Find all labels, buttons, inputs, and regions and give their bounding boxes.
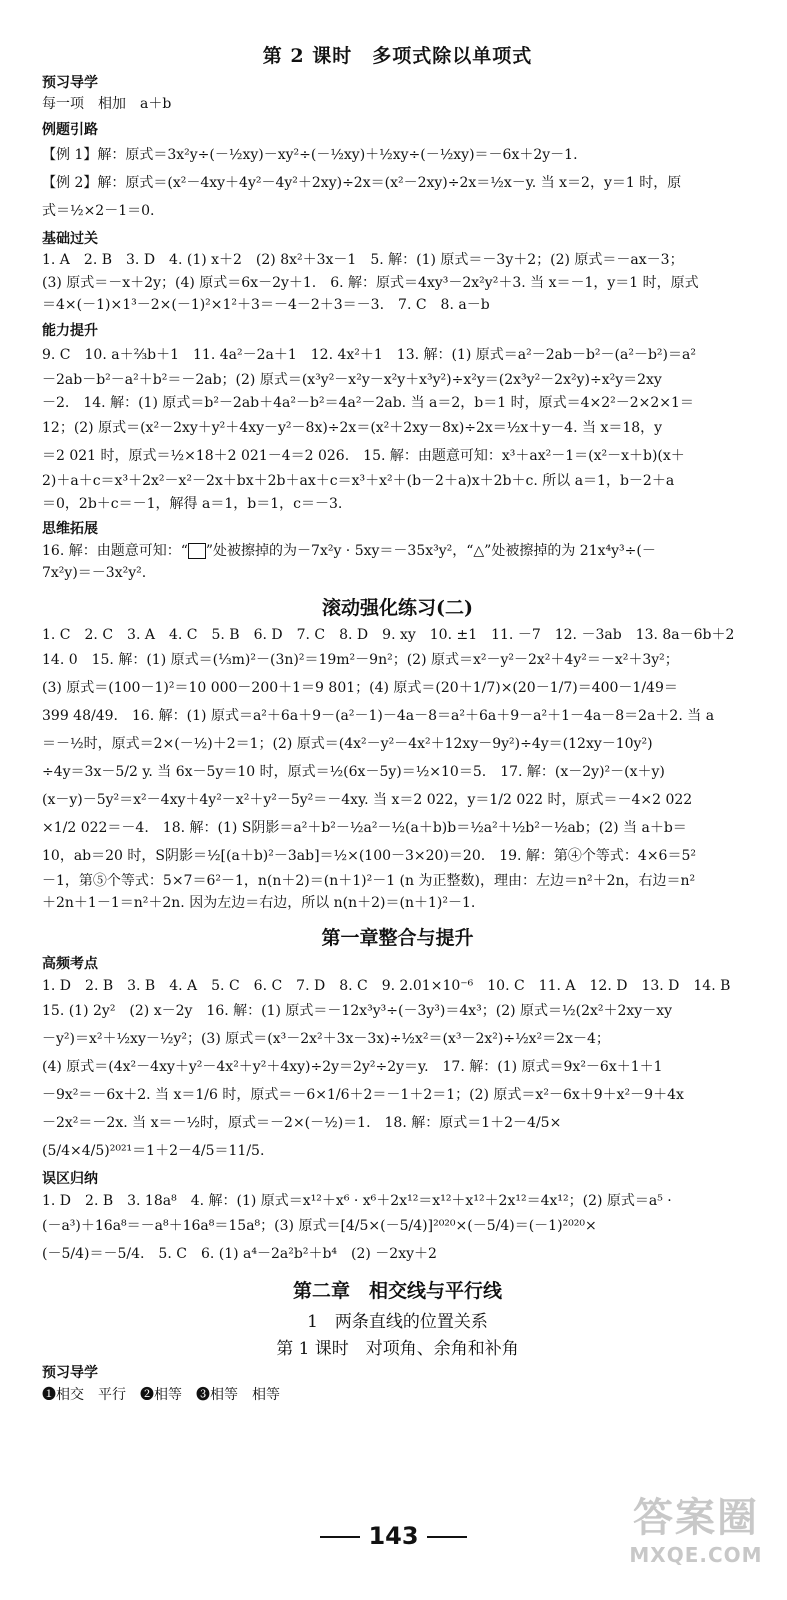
square-box-icon <box>188 543 206 559</box>
text-line: ＝4×(－1)×1³－2×(－1)²×1²＋3＝－4－2＋3＝－3. 7. C 8. a－b <box>42 297 490 314</box>
lesson-subtitle: 第 1 课时 对项角、余角和补角 <box>276 1339 519 1360</box>
text-line: ÷4y＝3x－5/2 y. 当 6x－5y＝10 时，原式＝½(6x－5y)＝½×10＝5. 17. 解：(x－2y)²－(x＋y) <box>42 763 665 780</box>
rolling-practice-title: 滚动强化练习(二) <box>322 596 473 619</box>
text-line: 1. A 2. B 3. D 4. (1) x＋2 (2) 8x²＋3x－1 5. 解：(1) 原式＝－3y＋2；(2) 原式＝－ax－3； <box>42 252 684 269</box>
text-line <box>42 540 753 562</box>
text-line: ＝2 021 时，原式＝½×18＋2 021－4＝2 026. 15. 解：由题意可知：x³＋ax²－1＝(x²－x＋b)(x＋ <box>42 448 685 465</box>
section-example: 例题引路 <box>42 121 98 138</box>
text-line: ×1/2 022＝－4. 18. 解：(1) S阴影＝a²＋b²－½a²－½(a＋b)b＝½a²＋½b²－½ab；(2) 当 a＋b＝ <box>42 819 687 836</box>
text-line: 1. D 2. B 3. B 4. A 5. C 6. C 7. D 8. C 9. 2.01×10⁻⁶ 10. C 11. A 12. D 13. D 14. B <box>42 977 731 994</box>
section-highfreq: 高频考点 <box>42 955 98 972</box>
text-line: (x－y)－5y²＝x²－4xy＋4y²－x²＋y²－5y²＝－4xy. 当 x＝2 022，y＝1/2 022 时，原式＝－4×2 022 <box>42 791 693 808</box>
text-line: 每一项 相加 a＋b <box>42 96 172 113</box>
text-line: (－a³)＋16a⁸＝－a⁸＋16a⁸＝15a⁸；(3) 原式＝[4/5×(－5/4)]²⁰²⁰×(－5/4)＝(－1)²⁰²⁰× <box>42 1218 597 1235</box>
text-line: 【例 1】解：原式＝3x²y÷(－½xy)－xy²÷(－½xy)＋½xy÷(－½xy)＝－6x＋2y－1. <box>42 146 578 163</box>
text-line: 399 48/49. 16. 解：(1) 原式＝a²＋6a＋9－(a²－1)－4a－8＝a²＋6a＋9－a²＋1－4a－8＝2a＋2. 当 a <box>42 707 715 724</box>
section-thinking: 思维拓展 <box>42 521 98 537</box>
watermark-url: MXQE.COM <box>629 1543 763 1567</box>
section-title: 1 两条直线的位置关系 <box>307 1312 488 1333</box>
text-line: 12；(2) 原式＝(x²－2xy＋y²＋4xy－y²－8x)÷2x＝(x²＋2xy－8x)÷2x＝½x＋y－4. 当 x＝18，y <box>42 420 663 437</box>
text-line: (－5/4)＝－5/4. 5. C 6. (1) a⁴－2a²b²＋b⁴ (2) －2xy＋2 <box>42 1246 437 1263</box>
text-line: (3) 原式＝(100－1)²＝10 000－200＋1＝9 801；(4) 原式＝(20＋1/7)×(20－1/7)＝400－1/49＝ <box>42 679 678 696</box>
text-line: 【例 2】解：原式＝(x²－4xy＋4y²－4y²＋2xy)÷2x＝(x²－2xy)÷2x＝½x－y. 当 x＝2，y＝1 时，原 <box>42 174 682 191</box>
lesson-title: 第 2 课时 多项式除以单项式 <box>262 45 533 67</box>
text-line: 10，ab＝20 时，S阴影＝½[(a＋b)²－3ab]＝½×(100－3×20)＝20. 19. 解：第④个等式：4×6＝5² <box>42 847 696 864</box>
text-line: ❶相交 平行 ❷相等 ❸相等 相等 <box>42 1386 280 1403</box>
text-line: 9. C 10. a＋⅔b＋1 11. 4a²－2a＋1 12. 4x²＋1 13. 解：(1) 原式＝a²－2ab－b²－(a²－b²)＝a² <box>42 347 696 364</box>
text-line: 14. 0 15. 解：(1) 原式＝(⅓m)²－(3n)²＝19m²－9n²；(2) 原式＝x²－y²－2x²＋4y²＝－x²＋3y²； <box>42 651 679 668</box>
text-line: (3) 原式＝－x＋2y；(4) 原式＝6x－2y＋1. 6. 解：原式＝4xy³－2x²y²＋3. 当 x＝－1，y＝1 时，原式 <box>42 274 699 291</box>
text-line: －2ab－b²－a²＋b²＝－2ab；(2) 原式＝(x³y²－x²y－x²y＋x³y²)÷x²y＝(2x³y²－2x²y)÷x²y＝2xy <box>42 372 662 389</box>
text-line: ＝0，2b＋c＝－1，解得 a＝1，b＝1，c＝－3. <box>42 495 343 512</box>
text-fragment: 16. 解：由题意可知：“ <box>42 542 188 559</box>
text-line: 15. (1) 2y² (2) x－2y 16. 解：(1) 原式＝－12x³y³÷(－3y³)＝4x³；(2) 原式＝½(2x²＋2xy－xy <box>42 1002 672 1019</box>
text-line: ＝－½时，原式＝2×(－½)＋2＝1；(2) 原式＝(4x²－y²－4x²＋12xy－9y²)÷4y＝(12xy－10y²) <box>42 735 653 752</box>
text-fragment: ”处被擦掉的为－7x²y · 5xy＝－35x³y²，“△”处被擦掉的为 21x⁴y³÷(－ <box>205 542 656 559</box>
section-preview-2: 预习导学 <box>42 1365 98 1382</box>
text-line: －2. 14. 解：(1) 原式＝b²－2ab＋4a²－b²＝4a²－2ab. 当 a＝2，b＝1 时，原式＝4×2²－2×2×1＝ <box>42 394 694 411</box>
text-line: －9x²＝－6x＋2. 当 x＝1/6 时，原式＝－6×1/6＋2＝－1＋2＝1；(2) 原式＝x²－6x＋9＋x²－9＋4x <box>42 1086 684 1103</box>
watermark-logo <box>621 1486 771 1596</box>
section-basic: 基础过关 <box>42 230 98 247</box>
footer-dash-right <box>427 1536 467 1538</box>
text-line: 2)＋a＋c＝x³＋2x²－x²－2x＋bx＋2b＋ax＋c＝x³＋x²＋(b－2＋a)x＋2b＋c. 所以 a＝1，b－2＋a <box>42 473 675 490</box>
watermark-text: 答案圈 <box>633 1495 759 1541</box>
chapter-two-title: 第二章 相交线与平行线 <box>292 1280 502 1303</box>
text-line: 1. C 2. C 3. A 4. C 5. B 6. D 7. C 8. D 9. xy 10. ±1 11. －7 12. －3ab 13. 8a－6b＋2 <box>42 626 735 643</box>
text-line: 式＝½×2－1＝0. <box>42 202 155 219</box>
page-number-text: 143 <box>368 1522 419 1550</box>
section-mistakes: 误区归纳 <box>42 1170 98 1187</box>
footer-dash-left <box>320 1536 360 1538</box>
section-ability: 能力提升 <box>42 322 98 339</box>
text-line: －y²)＝x²＋½xy－½y²；(3) 原式＝(x³－2x²＋3x－3x)÷½x²＝(x³－2x²)÷½x²＝2x－4； <box>42 1030 610 1047</box>
text-line: 7x²y)＝－3x²y². <box>42 565 147 582</box>
text-line: (5/4×4/5)²⁰²¹＝1＋2－4/5＝11/5. <box>42 1142 265 1159</box>
text-line: －1，第⑤个等式：5×7＝6²－1，n(n＋2)＝(n＋1)²－1 (n 为正整数)，理由：左边＝n²＋2n，右边＝n² <box>42 872 696 889</box>
text-line: 1. D 2. B 3. 18a⁸ 4. 解：(1) 原式＝x¹²＋x⁶ · x⁶＋2x¹²＝x¹²＋x¹²＋2x¹²＝4x¹²；(2) 原式＝a⁵ · <box>42 1192 672 1209</box>
text-line: ＋2n＋1－1＝n²＋2n. 因为左边＝右边，所以 n(n＋2)＝(n＋1)²－1. <box>42 895 476 912</box>
text-line: (4) 原式＝(4x²－4xy＋y²－4x²＋y²＋4xy)÷2y＝2y²÷2y＝y. 17. 解：(1) 原式＝9x²－6x＋1＋1 <box>42 1058 663 1075</box>
section-preview: 预习导学 <box>42 74 98 91</box>
chapter-summary-title: 第一章整合与提升 <box>321 926 474 949</box>
text-line: －2x²＝－2x. 当 x＝－½时，原式＝－2×(－½)＝1. 18. 解：原式＝1＋2－4/5× <box>42 1114 562 1131</box>
